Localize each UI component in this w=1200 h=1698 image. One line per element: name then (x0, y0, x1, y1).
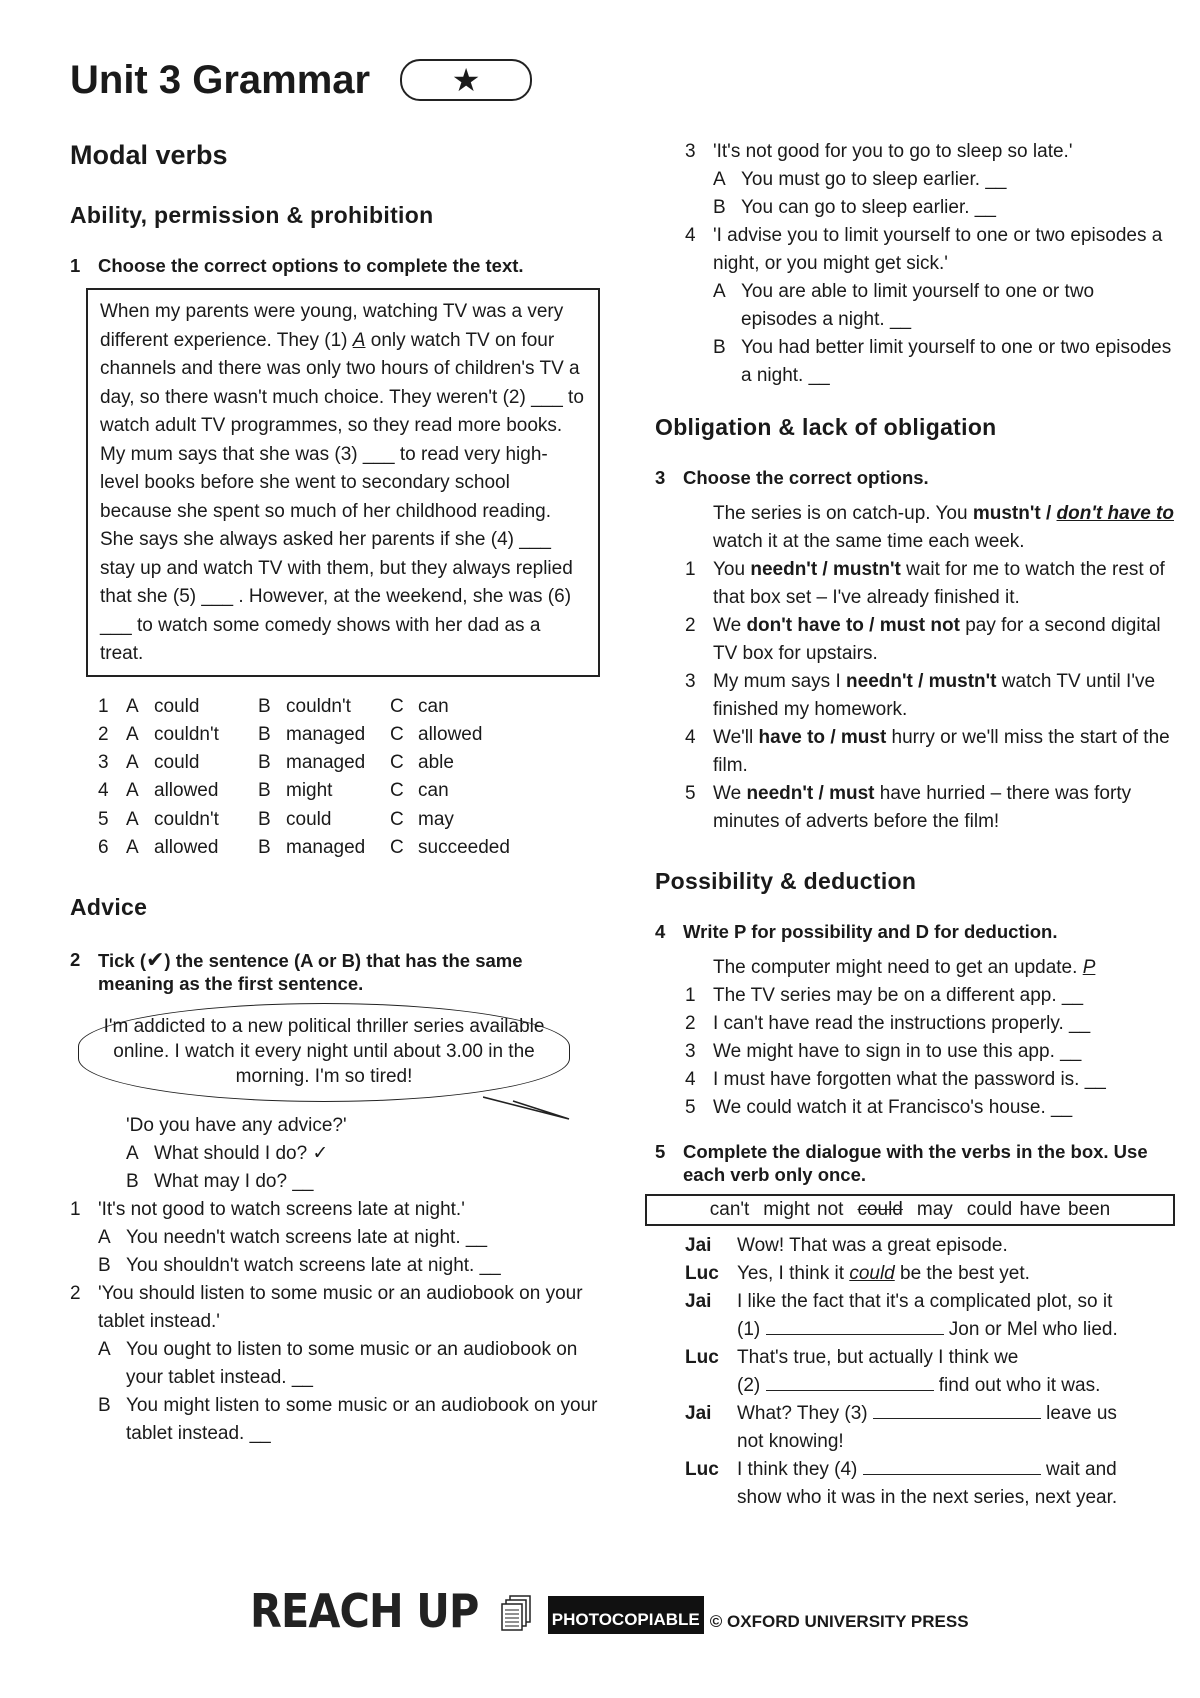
answer-option-b (70, 1252, 600, 1280)
item-text: I can't have read the instructions properly. __ (713, 1013, 1091, 1034)
word-crossed-out: could (857, 1199, 903, 1220)
option-text: You can go to sleep earlier. __ (741, 197, 996, 218)
right-column (655, 138, 1175, 1512)
option-cell: managed (286, 836, 366, 858)
option-row (98, 777, 522, 805)
publisher-credit: © OXFORD UNIVERSITY PRESS (709, 1612, 969, 1631)
question-number: 3 (685, 141, 696, 162)
option-cell: could (154, 695, 200, 717)
option-cell: 4 (98, 780, 109, 802)
question-text: 'I advise you to limit yourself to one or two episodes a night, or you might get sick.' (713, 225, 1163, 274)
option-row (98, 749, 522, 777)
option-cell: 6 (98, 836, 109, 858)
option-cell: allowed (154, 836, 219, 858)
answer-option-b (685, 194, 1175, 222)
option-row (98, 721, 522, 749)
exercise-4-item (685, 1094, 1175, 1122)
answer-option-a (70, 1336, 600, 1392)
option-cell: can (418, 695, 449, 717)
text-part-1: When my parents were young, watching TV was a very different experience. They (1) (100, 301, 564, 351)
option-cell: C (390, 808, 404, 830)
dialogue-line: Luc I think they (4) wait and show who it was in the next series, next year. (685, 1456, 1175, 1512)
exercise-number: 1 (70, 255, 81, 276)
question-item (70, 1280, 600, 1336)
option-cell: C (390, 723, 404, 745)
option-cell: A (126, 808, 139, 830)
option-letter: B (98, 1395, 111, 1417)
option-cell: B (258, 836, 271, 858)
option-cell: allowed (418, 723, 483, 745)
option-cell: couldn't (154, 723, 219, 745)
exercise-3-example: The series is on catch-up. You mustn't / don't have to watch it at the same time each week. (713, 503, 1174, 552)
option-letter: A (98, 1339, 111, 1361)
question-item (685, 138, 1175, 166)
answer-option-a (70, 1224, 600, 1252)
word-box (645, 1194, 1175, 1226)
exercise-4-instruction (655, 918, 1175, 946)
question-item (70, 1196, 600, 1224)
item-number: 2 (685, 1013, 696, 1034)
option-cell: could (286, 808, 332, 830)
option-cell: managed (286, 723, 366, 745)
exercise-4-items (685, 982, 1175, 1122)
documents-icon (500, 1594, 534, 1634)
option-cell: can (418, 780, 449, 802)
answer-option-a (685, 166, 1175, 194)
reach-up-logo: REACH UP (250, 1584, 479, 1638)
option-row (98, 806, 522, 834)
exercise-2-continued (685, 138, 1175, 390)
option-cell: B (258, 695, 271, 717)
dialogue (685, 1232, 1175, 1512)
option-text: You shouldn't watch screens late at night. __ (126, 1255, 501, 1277)
exercise-number: 4 (655, 921, 666, 942)
section-heading-modal-verbs: Modal verbs (70, 140, 228, 170)
option-letter: A (98, 1227, 111, 1249)
exercise-number: 3 (655, 467, 666, 488)
option-text: You ought to listen to some music or an audiobook on your tablet instead. __ (126, 1339, 578, 1389)
question-number: 1 (70, 1199, 81, 1221)
exercise-3-item (685, 556, 1175, 612)
options-table (98, 693, 522, 863)
item-number: 1 (685, 559, 696, 580)
option-cell: A (126, 723, 139, 745)
speech-bubble (78, 1003, 570, 1102)
exercise-4-item (685, 1038, 1175, 1066)
item-number: 3 (685, 1041, 696, 1062)
exercise-4-example: The computer might need to get an update. P (713, 957, 1096, 978)
left-column (70, 138, 600, 1448)
exercise-4-item (685, 982, 1175, 1010)
item-number: 4 (685, 727, 696, 748)
option-choice: needn't / mustn't (750, 559, 901, 580)
option-letter: A (713, 169, 726, 190)
option-cell: A (126, 780, 139, 802)
option-text: You had better limit yourself to one or two episodes a night. __ (741, 337, 1172, 386)
exercise-1-instruction (70, 252, 600, 280)
option-row (98, 834, 522, 862)
option-cell: could (154, 752, 200, 774)
item-number: 3 (685, 671, 696, 692)
dialogue-line: Jai I like the fact that it's a complicated plot, so it (1) Jon or Mel who lied. (685, 1291, 1118, 1340)
item-number: 4 (685, 1069, 696, 1090)
exercise-2-instruction (70, 948, 600, 995)
question-number: 4 (685, 225, 696, 246)
instruction-text: Tick (✔) the sentence (A or B) that has the same meaning as the first sentence. (98, 947, 523, 995)
option-cell: B (258, 808, 271, 830)
exercise-3-item (685, 724, 1175, 780)
option-cell: succeeded (418, 836, 510, 858)
exercise-3-item (685, 668, 1175, 724)
option-cell: may (418, 808, 454, 830)
option-cell: couldn't (286, 695, 351, 717)
item-number: 5 (685, 1097, 696, 1118)
exercise-5-instruction (655, 1140, 1175, 1186)
option-cell: 2 (98, 723, 109, 745)
option-cell: B (258, 752, 271, 774)
subheading-advice: Advice (70, 894, 148, 921)
exercise-2-items (70, 1196, 600, 1448)
question-text: 'It's not good for you to go to sleep so late.' (713, 141, 1073, 162)
option-cell: able (418, 752, 454, 774)
question-text: 'It's not good to watch screens late at night.' (98, 1199, 465, 1221)
word: might not (763, 1199, 844, 1220)
option-cell: A (126, 836, 139, 858)
answer-blank[interactable] (873, 1400, 1041, 1419)
option-cell: B (258, 780, 271, 802)
item-text: You needn't / mustn't wait for me to watch the rest of that box set – I've already finished it. (713, 559, 1165, 608)
option-cell: might (286, 780, 333, 802)
item-text: The TV series may be on a different app. __ (713, 985, 1084, 1006)
option-cell: 5 (98, 808, 109, 830)
exercise-number: 2 (70, 949, 81, 971)
instruction-text: Choose the correct options to complete the text. (98, 255, 524, 276)
item-text: We could watch it at Francisco's house. __ (713, 1097, 1073, 1118)
item-text: We might have to sign in to use this app. __ (713, 1041, 1082, 1062)
option-letter: B (713, 197, 726, 218)
exercise-4-item (685, 1066, 1175, 1094)
word: can't (709, 1199, 750, 1220)
option-choice: needn't / mustn't (846, 671, 997, 692)
answer-option-b (685, 334, 1175, 390)
option-text: You needn't watch screens late at night. __ (126, 1227, 488, 1249)
instruction-text: Choose the correct options. (683, 467, 929, 488)
option-cell: couldn't (154, 808, 219, 830)
question-text: 'You should listen to some music or an audiobook on your tablet instead.' (98, 1283, 583, 1333)
item-text: I must have forgotten what the password is. __ (713, 1069, 1106, 1090)
option-text: You must go to sleep earlier. __ (741, 169, 1007, 190)
answer-option-b (70, 1392, 600, 1448)
option-choice: needn't / must (746, 783, 875, 804)
answer-blank[interactable] (766, 1316, 944, 1335)
question-item (685, 222, 1175, 278)
option-text: You are able to limit yourself to one or two episodes a night. __ (741, 281, 1095, 330)
dialogue-line: Luc Yes, I think it could be the best yet. (685, 1263, 1030, 1284)
star-badge: ★ (400, 59, 532, 101)
item-number: 2 (685, 615, 696, 636)
option-cell: A (126, 752, 139, 774)
option-cell: C (390, 836, 404, 858)
answer-option-a (685, 278, 1175, 334)
option-cell: allowed (154, 780, 219, 802)
tick-icon: ✔ (145, 947, 165, 973)
footer (250, 1584, 969, 1638)
example-question: 'Do you have any advice?' (126, 1115, 347, 1137)
example-answer: A (352, 329, 366, 351)
option-letter: B (98, 1255, 111, 1277)
subheading-obligation: Obligation & lack of obligation (655, 414, 997, 440)
option-cell: managed (286, 752, 366, 774)
word: may (916, 1199, 953, 1220)
title-text: Unit 3 Grammar (70, 58, 371, 102)
subheading-ability: Ability, permission & prohibition (70, 202, 434, 228)
option-choice: don't have to / must not (746, 615, 960, 636)
text-part-2: only watch TV on four channels and there was only two hours of children's TV a day, so there wasn't much choice. They weren't (2) ___ to watch adult TV programmes, so they read more books. My mum says that she was (3) ___ to read very high-level books before she went to secondary school because she spent so much of her childhood reading. She says she always asked her parents if she (4) ___ stay up and watch TV with them, but they always replied that she (5) ___ . However, at the weekend, she was (6) ___ to watch some comedy shows with her dad as a treat. (100, 329, 584, 664)
question-number: 2 (70, 1283, 81, 1305)
page-title (70, 56, 532, 104)
option-cell: C (390, 752, 404, 774)
speech-bubble-tail (483, 1093, 573, 1123)
bubble-text: I'm addicted to a new political thriller series available online. I watch it every night until about 3.00 in the morning. I'm so tired! (103, 1016, 545, 1088)
option-cell: B (258, 723, 271, 745)
photocopiable-label: PHOTOCOPIABLE (548, 1596, 704, 1634)
option-cell: A (126, 695, 139, 717)
dialogue-line: Jai What? They (3) leave us not knowing! (685, 1400, 1175, 1456)
item-text: My mum says I needn't / mustn't watch TV until I've finished my homework. (713, 671, 1156, 720)
reading-text-box (86, 288, 600, 677)
option-cell: C (390, 695, 404, 717)
item-text: We'll have to / must hurry or we'll miss the start of the film. (713, 727, 1170, 776)
option-choice: have to / must (758, 727, 887, 748)
dialogue-line: Jai Wow! That was a great episode. (685, 1235, 1008, 1256)
example-option-a: A What should I do? ✓ (126, 1143, 329, 1165)
option-row (98, 693, 522, 721)
option-cell: C (390, 780, 404, 802)
example-option-b: B What may I do? __ (126, 1171, 314, 1193)
exercise-3-items (685, 556, 1175, 836)
item-number: 5 (685, 783, 696, 804)
exercise-3-item (685, 780, 1175, 836)
answer-blank[interactable] (766, 1372, 934, 1391)
word: could have been (966, 1199, 1111, 1220)
item-text: We needn't / must have hurried – there was forty minutes of adverts before the film! (713, 783, 1132, 832)
subheading-possibility: Possibility & deduction (655, 868, 917, 894)
exercise-3-item (685, 612, 1175, 668)
instruction-text: Write P for possibility and D for deduction. (683, 921, 1058, 942)
option-cell: 3 (98, 752, 109, 774)
option-letter: B (713, 337, 726, 358)
exercise-number: 5 (655, 1141, 666, 1162)
instruction-text: Complete the dialogue with the verbs in the box. Use each verb only once. (683, 1141, 1148, 1185)
item-number: 1 (685, 985, 696, 1006)
exercise-3-instruction (655, 464, 1175, 492)
answer-blank[interactable] (863, 1456, 1041, 1475)
dialogue-line: Luc That's true, but actually I think we (2) find out who it was. (685, 1347, 1101, 1396)
exercise-4-item (685, 1010, 1175, 1038)
option-text: You might listen to some music or an audiobook on your tablet instead. __ (126, 1395, 598, 1445)
item-text: We don't have to / must not pay for a second digital TV box for upstairs. (713, 615, 1161, 664)
option-letter: A (713, 281, 726, 302)
option-cell: 1 (98, 695, 109, 717)
